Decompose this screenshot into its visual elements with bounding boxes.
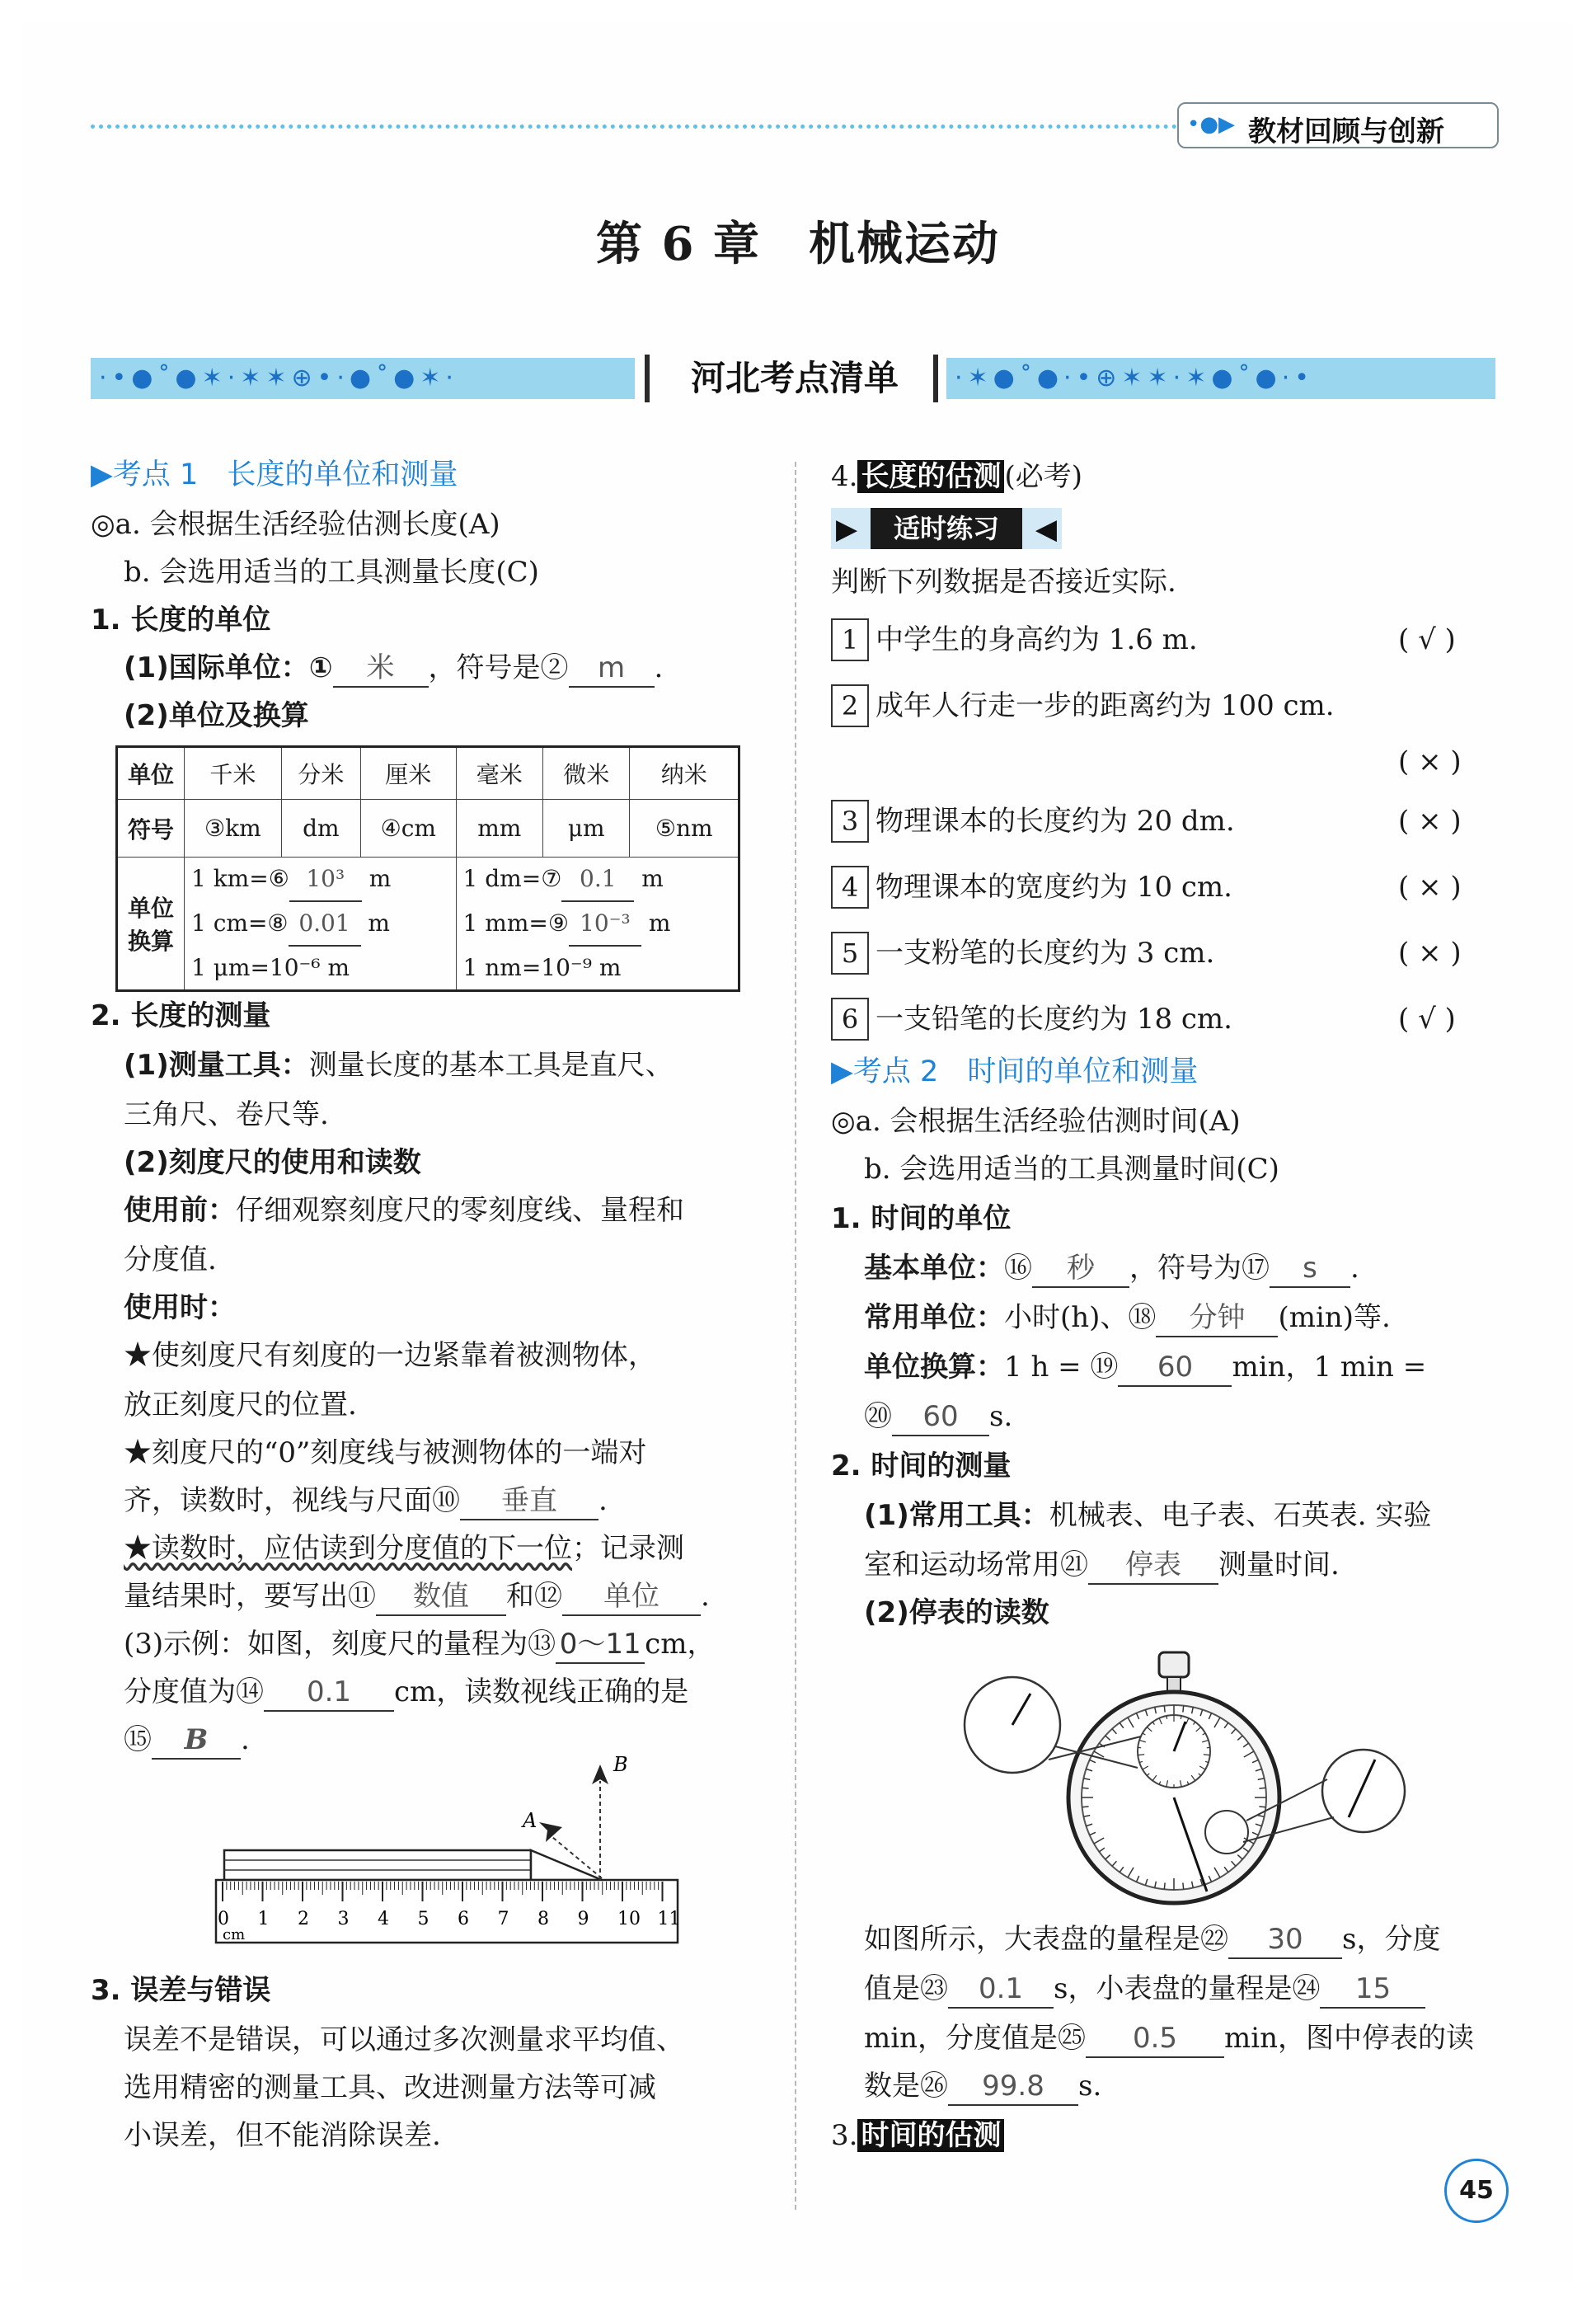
section-tag-label: 教材回顾与创新 [1248,115,1444,148]
ruler-tick-label: 11 [657,1909,681,1929]
judge-item: 3 物理课本的长度约为 20 dm. [831,800,1235,843]
kp1-title: ▶考点 1 长度的单位和测量 [91,458,458,491]
judge-prompt: 判断下列数据是否接近实际. [831,566,1176,599]
kp1-req-a: ◎a. 会根据生活经验估测长度(A) [91,508,500,541]
judge-item: 2 成年人行走一步的距离约为 100 cm. [831,684,1335,727]
judge-mark: ( × ) [1398,805,1462,838]
blank-26: 99.8 [948,2068,1078,2106]
unit-cell: 纳米 [630,747,739,800]
judge-item: 4 物理课本的宽度约为 10 cm. [831,866,1232,909]
ruler-tick-label: 4 [378,1909,389,1929]
sw-line4: 数是㉖ 99.8 s. [864,2068,1101,2106]
ruler-tick-label: 7 [497,1909,509,1929]
before-line2: 分度值. [124,1243,217,1276]
judge-mark: ( × ) [1398,871,1462,904]
bullet3-line2: 量结果时，要写出⑪ 数值 和⑫ 单位 . [124,1578,710,1616]
tool-line2: 三角尺、卷尺等. [124,1098,329,1131]
s3-tag: 时间的估测 [857,2119,1004,2152]
blank-18: 分钟 [1156,1299,1278,1337]
blank-12: 单位 [562,1578,701,1616]
triangle-right-icon: ▶ [836,513,858,546]
ruler-tick-label: 0 [218,1909,229,1929]
kp1-s1: 1. 长度的单位 [91,604,271,637]
conv-line: 单位换算：1 h = ⑲ 60 min，1 min = [864,1349,1426,1387]
table-header-conv: 单位换算 [117,858,185,991]
eye-a-icon [539,1822,562,1842]
blank-20: 60 [892,1398,989,1436]
ruler-unit: cm [223,1926,246,1943]
practice-label: 适时练习 [871,508,1022,549]
symbol-cell: mm [456,800,542,858]
kp1-s2: 2. 长度的测量 [91,999,271,1032]
sw-line3: min，分度值是㉕ 0.5 min，图中停表的读 [864,2020,1474,2058]
example-line2: 分度值为⑭ 0.1 cm，读数视线正确的是 [124,1674,688,1712]
bullet1-line1: ★使刻度尺有刻度的一边紧靠着被测物体， [124,1339,656,1372]
kp2-req-b: b. 会选用适当的工具测量时间(C) [864,1153,1279,1186]
ruler-tick-label: 1 [257,1909,270,1929]
judge-mark: ( × ) [1398,937,1462,970]
si-line: (1)国际单位：① 米 ，符号是② m . [124,650,663,688]
base-unit-line: 基本单位：⑯ 秒 ，符号为⑰ s . [864,1250,1359,1288]
ornament-band-right [946,358,1495,399]
blank-23: 0.1 [948,1971,1054,2009]
kp2-s1: 1. 时间的单位 [831,1202,1012,1235]
symbol-cell: ④cm [361,800,457,858]
dial-tick [1183,1882,1184,1889]
use-heading: (2)刻度尺的使用和读数 [124,1146,421,1179]
sw-line2: 值是㉓ 0.1 s，小表盘的量程是㉔ 15 [864,1971,1425,2009]
sw-line1: 如图所示，大表盘的量程是㉒ 30 s，分度 [864,1921,1440,1959]
judge-item: 1 中学生的身高约为 1.6 m. [831,618,1198,661]
dots-stars-ornament-icon: ·✶●˚●·•⊕✶✶·✶●˚●·• [955,364,1314,392]
bullet2-line2: 齐，读数时，视线与尺面⑩ 垂直 . [124,1483,608,1520]
example-line3: ⑮ B . [124,1722,250,1760]
tools-line1: (1)常用工具：机械表、电子表、石英表. 实验 [864,1499,1432,1532]
kp2-s3: 3. 时间的估测 [831,2117,1004,2154]
kp1-req-b: b. 会选用适当的工具测量长度(C) [124,556,539,589]
blank-13: 0～11 [556,1626,645,1664]
conv-heading: (2)单位及换算 [124,699,309,732]
during-label: 使用时： [124,1291,236,1324]
kp2-req-a: ◎a. 会根据生活经验估测时间(A) [831,1105,1241,1138]
blank-25: 0.5 [1086,2020,1224,2058]
dial-tick [1164,1706,1165,1713]
read-heading: (2)停表的读数 [864,1596,1049,1629]
bullet3-line1: ★读数时，应估读到分度值的下一位；记录测 [124,1532,684,1565]
err-line3: 小误差，但不能消除误差. [124,2119,441,2152]
judge-mark: ( × ) [1398,745,1462,778]
column-divider [795,462,796,2210]
common-unit-line: 常用单位：小时(h)、⑱ 分钟 (min)等. [864,1299,1391,1337]
blank-21: 停表 [1088,1547,1218,1585]
dial-tick [1164,1882,1165,1889]
dial-tick [1183,1706,1184,1713]
judge-item: 6 一支铅笔的长度约为 18 cm. [831,998,1232,1041]
blank-14: 0.1 [264,1674,394,1712]
dots-stars-ornament-icon: ·•●˚●✶·✶✶⊕•·●˚●✶· [99,364,458,392]
conv-cell-right: 1 dm=⑦ 0.1 m 1 mm=⑨ 10⁻³ m 1 nm=10⁻⁹ m [456,858,739,991]
practice-banner [831,508,1062,549]
blank-22: 30 [1228,1921,1342,1959]
stopwatch-figure [963,1644,1425,1908]
blank-2: m [569,650,655,688]
symbol-cell: dm [281,800,360,858]
kp2-title: ▶考点 2 时间的单位和测量 [831,1055,1199,1088]
section-tag [1177,102,1499,148]
s4-line: 4. 长度的估测 (必考) [831,460,1082,493]
unit-table [115,745,740,992]
table-header-symbol: 符号 [117,800,185,858]
page-number: 45 [1444,2159,1509,2223]
crown-icon [1159,1652,1189,1677]
pencil-body [224,1850,531,1880]
conv-cell-left: 1 km=⑥ 10³ m 1 cm=⑧ 0.01 m 1 μm=10⁻⁶ m [185,858,457,991]
judge-item: 5 一支粉笔的长度约为 3 cm. [831,932,1214,975]
ruler-tick-label: 5 [417,1909,430,1929]
triangle-left-icon: ◀ [1035,513,1057,546]
s4-tag: 长度的估测 [857,460,1004,493]
triangle-icon: ▶ [831,1055,853,1088]
big-dial-zoom [1322,1750,1405,1832]
eye-a-label: A [523,1809,537,1832]
triangle-icon: ▶ [91,458,113,491]
symbol-cell: ⑤nm [630,800,739,858]
blank-10: 垂直 [460,1483,598,1520]
ruler-figure [206,1748,684,1954]
double-arrow-icon: •●▶ [1187,112,1236,137]
ruler-tick-label: 3 [337,1909,350,1929]
unit-cell: 分米 [281,747,360,800]
symbol-cell: μm [542,800,629,858]
symbol-cell: ③km [185,800,282,858]
err-line1: 误差不是错误，可以通过多次测量求平均值、 [124,2023,684,2056]
blank-19: 60 [1118,1349,1232,1387]
table-header-unit: 单位 [117,747,185,800]
header-dotted-line [91,125,1177,129]
blank-11: 数值 [376,1578,506,1616]
judge-mark: ( √ ) [1398,623,1456,656]
ruler-tick-label: 8 [537,1909,549,1929]
unit-cell: 毫米 [456,747,542,800]
example-line1: (3)示例：如图，刻度尺的量程为⑬ 0～11 cm， [124,1626,715,1664]
ruler-tick-label: 9 [577,1909,589,1929]
err-line2: 选用精密的测量工具、改进测量方法等可减 [124,2071,656,2104]
blank-16: 秒 [1032,1250,1129,1288]
ruler-tick-label: 10 [617,1909,641,1929]
band-title: 河北考点清单 [690,358,899,398]
judge-mark: ( √ ) [1398,1003,1456,1036]
blank-15: B [152,1722,241,1760]
small-dial-tick [1166,1716,1167,1719]
conv-line2: ⑳ 60 s. [864,1398,1012,1436]
ornament-band-left [91,358,635,399]
bullet1-line2: 放正刻度尺的位置. [124,1389,357,1422]
blank-24: 15 [1320,1971,1425,2009]
blank-17: s [1270,1250,1350,1288]
unit-cell: 千米 [185,747,282,800]
pencil-tip [531,1850,602,1880]
unit-cell: 微米 [542,747,629,800]
unit-cell: 厘米 [361,747,457,800]
chapter-title: 第 6 章 机械运动 [596,217,1000,271]
tool-line1: (1)测量工具：测量长度的基本工具是直尺、 [124,1049,674,1082]
ruler-tick-label: 6 [458,1909,469,1929]
blank-1: 米 [333,650,429,688]
band-divider-right [933,355,938,402]
eye-b-label: B [613,1753,628,1776]
kp2-s2: 2. 时间的测量 [831,1450,1012,1483]
before-line1: 使用前：仔细观察刻度尺的零刻度线、量程和 [124,1194,684,1227]
ruler-tick-label: 2 [298,1909,309,1929]
bullet2-line1: ★刻度尺的“0”刻度线与被测物体的一端对 [124,1436,647,1469]
tools-line2: 室和运动场常用㉑ 停表 测量时间. [864,1547,1340,1585]
kp1-s3: 3. 误差与错误 [91,1974,271,2007]
